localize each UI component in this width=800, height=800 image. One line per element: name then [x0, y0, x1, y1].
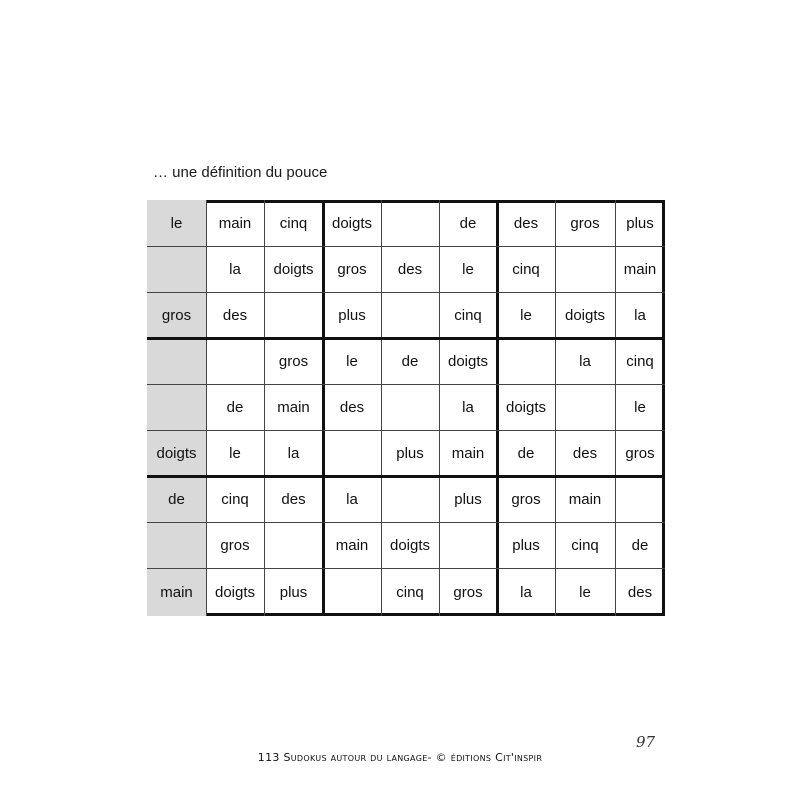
sudoku-cell: de [517, 444, 535, 462]
sudoku-cell [206, 338, 264, 384]
sudoku-cell: de [401, 352, 419, 370]
sudoku-cell [323, 568, 381, 616]
sudoku-cell: de [226, 398, 244, 416]
page-footer: 113 Sudokus autour du langage- © éditions Cit'inspir [257, 751, 543, 764]
sudoku-cell: gros [511, 490, 541, 508]
sudoku-cell: doigts [273, 260, 314, 278]
sudoku-cell: de [459, 214, 477, 232]
sudoku-cell: le [229, 444, 241, 462]
cell-divider-horizontal [147, 430, 665, 431]
box-divider-horizontal [147, 475, 665, 478]
sudoku-cell [381, 200, 439, 246]
sudoku-cell: cinq [454, 306, 482, 324]
sudoku-cell: gros [453, 583, 483, 601]
sudoku-cell [381, 292, 439, 338]
sudoku-cell: le [579, 583, 591, 601]
sudoku-cell: doigts [214, 583, 256, 601]
sudoku-cell: le [520, 306, 532, 324]
sudoku-cell: main [277, 398, 310, 416]
sudoku-cell: la [346, 490, 358, 508]
sudoku-cell: cinq [396, 583, 424, 601]
cell-divider-horizontal [147, 522, 665, 523]
sudoku-cell: main [335, 536, 369, 554]
page-number: 97 [636, 733, 656, 751]
sudoku-cell: main [147, 568, 206, 616]
sudoku-grid [147, 200, 665, 616]
sudoku-cell: main [451, 444, 485, 462]
sudoku-cell: plus [626, 214, 654, 232]
sudoku-cell: plus [454, 490, 482, 508]
sudoku-cell: le [634, 398, 646, 416]
sudoku-cell: le [147, 200, 206, 246]
cell-divider-horizontal [147, 384, 665, 385]
sudoku-cell: main [218, 214, 252, 232]
sudoku-cell [439, 522, 497, 568]
box-divider-vertical [496, 200, 499, 616]
sudoku-cell: la [634, 306, 646, 324]
sudoku-cell: gros [278, 352, 309, 370]
sudoku-cell: des [513, 214, 539, 232]
sudoku-cell: doigts [564, 306, 606, 324]
sudoku-cell: gros [220, 536, 250, 554]
sudoku-cell: main [623, 260, 657, 278]
sudoku-cell: des [281, 490, 306, 508]
sudoku-cell: la [229, 260, 241, 278]
cell-divider-vertical [555, 200, 556, 616]
sudoku-cell: doigts [447, 352, 489, 370]
sudoku-cell: le [462, 260, 474, 278]
sudoku-cell [147, 384, 206, 430]
cell-divider-vertical [206, 200, 207, 616]
sudoku-cell: la [520, 583, 532, 601]
sudoku-cell: plus [279, 583, 308, 601]
sudoku-cell [264, 522, 323, 568]
sudoku-cell: des [572, 444, 598, 462]
sudoku-cell: cinq [626, 352, 654, 370]
cell-divider-vertical [264, 200, 265, 616]
cell-divider-horizontal [147, 292, 665, 293]
sudoku-cell [323, 430, 381, 476]
sudoku-cell [497, 338, 555, 384]
sudoku-cell: gros [625, 444, 655, 462]
sudoku-cell [381, 476, 439, 522]
sudoku-cell: doigts [505, 398, 547, 416]
box-divider-horizontal [147, 337, 665, 340]
sudoku-cell: main [568, 490, 602, 508]
sudoku-cell: plus [396, 444, 424, 462]
cell-divider-horizontal [147, 246, 665, 247]
sudoku-cell: la [462, 398, 474, 416]
sudoku-cell: doigts [389, 536, 431, 554]
sudoku-cell: gros [337, 260, 367, 278]
sudoku-cell: doigts [331, 214, 373, 232]
sudoku-cell: cinq [512, 260, 540, 278]
cell-divider-vertical [439, 200, 440, 616]
sudoku-cell: gros [147, 292, 206, 338]
puzzle-subtitle: … une définition du pouce [153, 164, 328, 181]
sudoku-cell [555, 246, 615, 292]
sudoku-cell: la [579, 352, 591, 370]
sudoku-cell: de [631, 536, 649, 554]
sudoku-cell: doigts [147, 430, 206, 476]
sudoku-cell [264, 292, 323, 338]
sudoku-cell [555, 384, 615, 430]
sudoku-cell [615, 476, 665, 522]
cell-divider-vertical [381, 200, 382, 616]
sudoku-cell: des [397, 260, 423, 278]
sudoku-cell: cinq [571, 536, 599, 554]
sudoku-cell: de [147, 476, 206, 522]
sudoku-cell: des [627, 583, 653, 601]
sudoku-cell: des [222, 306, 248, 324]
sudoku-cell: des [339, 398, 365, 416]
sudoku-cell: cinq [221, 490, 249, 508]
sudoku-cell [147, 246, 206, 292]
sudoku-cell: plus [338, 306, 366, 324]
sudoku-cell [381, 384, 439, 430]
cell-divider-vertical [615, 200, 616, 616]
sudoku-cell: gros [570, 214, 600, 232]
sudoku-cell: plus [512, 536, 540, 554]
box-divider-vertical [322, 200, 325, 616]
sudoku-cell [147, 338, 206, 384]
sudoku-cell: le [346, 352, 358, 370]
sudoku-cell [147, 522, 206, 568]
sudoku-cell: la [287, 444, 300, 462]
sudoku-cell: cinq [279, 214, 308, 232]
cell-divider-horizontal [147, 568, 665, 569]
